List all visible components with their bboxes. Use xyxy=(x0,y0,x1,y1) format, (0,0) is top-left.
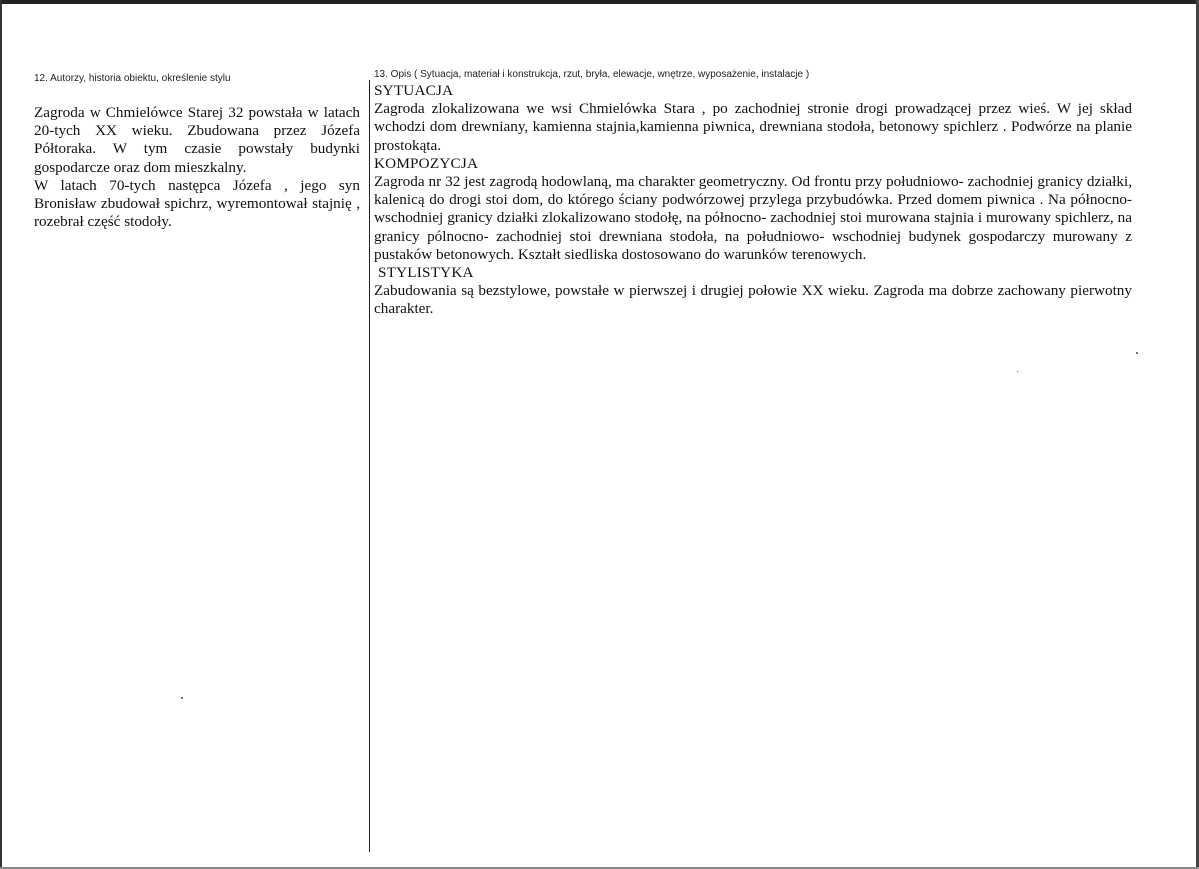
section-heading-composition: KOMPOZYCJA xyxy=(374,154,479,172)
description-column xyxy=(374,68,1132,319)
section-text-stylistics: Zabudowania są bezstylowe, powstałe w pierwszej i drugiej połowie XX wieku. Zagroda ma dobrze zachowany pierwotny charakter. xyxy=(374,282,1132,318)
scan-speck xyxy=(1017,371,1018,372)
section-text-situation: Zagroda zlokalizowana we wsi Chmielówka Stara , po zachodniej stronie drogi prowadzącej przez wieś. W jej skład wchodzi dom drewniany, kamienna stajnia,kamienna piwnica, drewniana stodoła, betonowy spichlerz . Podwórze na planie prostokąta. xyxy=(374,100,1132,154)
section-heading-stylistics: STYLISTYKA xyxy=(378,264,474,282)
field-label-history: 12. Autorzy, historia obiektu, określenie stylu xyxy=(34,73,231,84)
history-paragraph-2: W latach 70-tych następca Józefa , jego syn Bronisław zbudował spichrz, wyremontował stajnię , rozebrał część stodoły. xyxy=(34,176,360,231)
column-divider xyxy=(369,80,370,852)
section-heading-situation: SYTUACJA xyxy=(374,82,454,99)
scan-border-left xyxy=(0,0,2,869)
field-label-description: 13. Opis ( Sytuacja, materiał i konstrukcja, rzut, bryła, elewacje, wnętrze, wyposażenie, instalacje ) xyxy=(374,69,810,80)
scan-speck xyxy=(181,697,183,699)
scan-border-top xyxy=(0,0,1199,4)
history-column xyxy=(34,72,360,231)
scan-speck xyxy=(1136,352,1138,354)
history-paragraph-1: Zagroda w Chmielówce Starej 32 powstała w latach 20-tych XX wieku. Zbudowana przez Józefa Półtoraka. W tym czasie powstały budynki gospodarcze oraz dom mieszkalny. xyxy=(34,104,360,176)
section-text-composition: Zagroda nr 32 jest zagrodą hodowlaną, ma charakter geometryczny. Od frontu przy południowo- zachodniej granicy działki, kalenicą do drogi stoi dom, do którego ściany podwórzowej przylega przybudówka. Przed domem piwnica . Na północno- wschodniej granicy działki zlokalizowano stodołę, na północno- zachodniej stoi murowana stajnia i murowany spichlerz, na granicy pólnocno- zachodniej stoi drewniana stodoła, na południowo- wschodniej budynek gospodarczy murowany z pustaków betonowych. Kształt siedliska dostosowano do warunków terenowych. xyxy=(374,173,1132,263)
